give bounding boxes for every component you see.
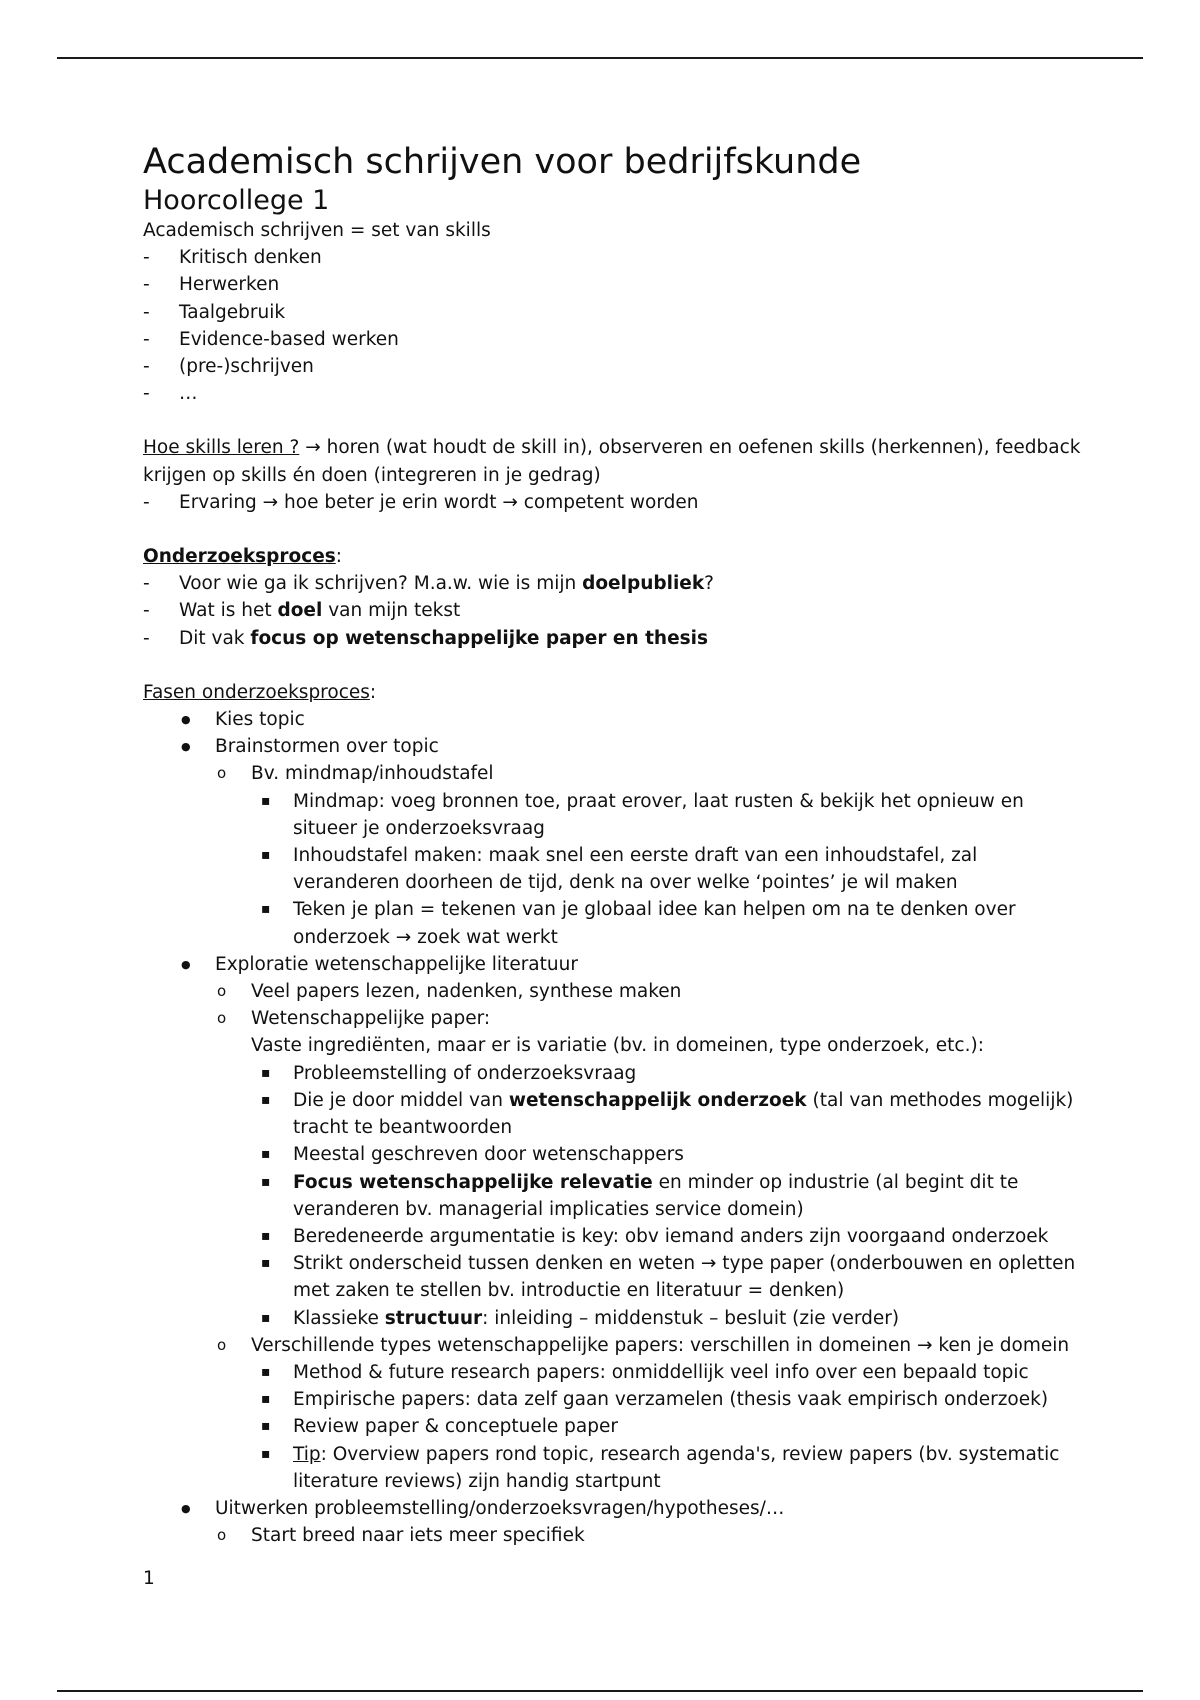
text: : inleiding – middenstuk – besluit (zie verder)	[482, 1307, 900, 1329]
list-item	[251, 1169, 1083, 1223]
list-item: ▪ Mindmap: voeg bronnen toe, praat erover, laat rusten & bekijk het opnieuw en situeer je onderzoeksvraag	[251, 788, 1083, 842]
list-item	[143, 1495, 1083, 1549]
section-heading: Hoorcollege 1	[143, 185, 330, 216]
list-item: ▪ Beredeneerde argumentatie is key: obv iemand anders zijn voorgaand onderzoek	[251, 1223, 1083, 1250]
hoe-paragraph	[143, 434, 1083, 488]
hoe-text: horen (wat houdt de skill in), observeren en oefenen skills (herkennen), feedback krijgen op skills én doen (integreren in je gedrag)	[143, 437, 1081, 486]
sub-sub-list	[251, 1060, 1083, 1332]
bold-text: focus op wetenschappelijke paper en thesis	[250, 627, 708, 649]
bold-text: wetenschappelijk onderzoek	[508, 1089, 807, 1111]
document-body	[143, 140, 1083, 1549]
page-number: 1	[143, 1568, 155, 1589]
fasen-label: Fasen onderzoeksproces	[143, 681, 370, 703]
text: : Overview papers rond topic, research agenda's, review papers (bv. systematic literature reviews) zijn handig startpunt	[293, 1443, 1060, 1492]
list-item: ▪ Empirische papers: data zelf gaan verzamelen (thesis vaak empirisch onderzoek)	[251, 1386, 1083, 1413]
skills-list	[143, 244, 1083, 407]
bold-text: doel	[277, 600, 323, 622]
text: Verschillende types wetenschappelijke papers: verschillen in domeinen → ken je domein	[251, 1334, 1070, 1356]
list-item: ● Kies topic	[143, 706, 1083, 733]
bold-text: structuur	[384, 1307, 483, 1329]
text: Voor wie ga ik schrijven? M.a.w. wie is mijn	[179, 573, 583, 595]
hoe-label: Hoe skills leren ?	[143, 437, 300, 459]
text: Uitwerken probleemstelling/onderzoeksvragen/hypotheses/…	[215, 1497, 785, 1519]
list-item	[143, 597, 1083, 624]
text: Wat is het	[179, 600, 278, 622]
list-item: - (pre-)schrijven	[143, 353, 1083, 380]
list-item: - Kritisch denken	[143, 244, 1083, 271]
list-item: ▪ Meestal geschreven door wetenschappers	[251, 1141, 1083, 1168]
list-item	[143, 951, 1083, 1495]
list-item: o Start breed naar iets meer specifiek	[215, 1522, 1083, 1549]
list-item	[251, 1441, 1083, 1495]
text: van mijn tekst	[322, 600, 461, 622]
sub-sub-list	[251, 1359, 1083, 1495]
text: Wetenschappelijke paper:	[251, 1008, 491, 1030]
list-item	[215, 760, 1083, 950]
list-item	[251, 1087, 1083, 1141]
text: Vaste ingrediënten, maar er is variatie (bv. in domeinen, type onderzoek, etc.):	[251, 1035, 984, 1057]
list-item: o Veel papers lezen, nadenken, synthese maken	[215, 978, 1083, 1005]
list-item: - Evidence-based werken	[143, 326, 1083, 353]
fasen-list	[143, 706, 1083, 1549]
list-item: - Ervaring → hoe beter je erin wordt → competent worden	[143, 489, 1083, 516]
onderzoek-list	[143, 570, 1083, 652]
colon: :	[335, 546, 342, 568]
sub-list	[215, 760, 1083, 950]
sub-sub-list	[251, 788, 1083, 951]
text: Dit vak	[179, 627, 251, 649]
list-item	[143, 733, 1083, 951]
list-item: - Herwerken	[143, 271, 1083, 298]
list-item: ▪ Teken je plan = tekenen van je globaal idee kan helpen om na te denken over onderzoek → zoek wat werkt	[251, 896, 1083, 950]
document-title: Academisch schrijven voor bedrijfskunde	[143, 142, 862, 182]
sub-list	[215, 1522, 1083, 1549]
footer-rule	[57, 1690, 1143, 1692]
bold-text: doelpubliek	[582, 573, 705, 595]
text: Brainstormen over topic	[215, 736, 439, 758]
list-item: ▪ Inhoudstafel maken: maak snel een eerste draft van een inhoudstafel, zal veranderen doorheen de tijd, denk na over welke ‘pointes’ je wil maken	[251, 842, 1083, 896]
list-item: ▪ Method & future research papers: onmiddellijk veel info over een bepaald topic	[251, 1359, 1083, 1386]
list-item	[215, 1005, 1083, 1331]
list-item: - …	[143, 380, 1083, 407]
text: Die je door middel van	[293, 1089, 509, 1111]
onderzoek-label: Onderzoeksproces	[143, 546, 336, 568]
text: en minder op industrie (al begint dit te veranderen bv. managerial implicaties service domein)	[293, 1171, 1019, 1220]
arrow-icon: →	[305, 437, 321, 459]
intro-line: Academisch schrijven = set van skills	[143, 220, 491, 241]
bold-text: Focus wetenschappelijke relevatie	[293, 1171, 653, 1193]
text: (tal van methodes mogelijk) tracht te beantwoorden	[293, 1089, 1074, 1139]
list-item	[215, 1332, 1083, 1495]
list-item: - Taalgebruik	[143, 299, 1083, 326]
hoe-list	[143, 489, 1083, 516]
list-item: ▪ Strikt onderscheid tussen denken en weten → type paper (onderbouwen en opletten met zaken te stellen bv. introductie en literatuur = denken)	[251, 1250, 1083, 1304]
onderzoek-heading	[143, 543, 1083, 570]
tip-label: Tip	[293, 1443, 321, 1465]
text: Klassieke	[293, 1307, 385, 1329]
colon: :	[369, 681, 377, 703]
list-item	[143, 625, 1083, 652]
text: Bv. mindmap/inhoudstafel	[251, 763, 494, 785]
list-item: ▪ Review paper & conceptuele paper	[251, 1413, 1083, 1440]
sub-list	[215, 978, 1083, 1495]
list-item: ▪ Probleemstelling of onderzoeksvraag	[251, 1060, 1083, 1087]
text: ?	[704, 573, 714, 595]
fasen-heading	[143, 679, 1083, 706]
list-item	[251, 1305, 1083, 1332]
list-item	[143, 570, 1083, 597]
header-rule	[57, 57, 1143, 59]
text: Exploratie wetenschappelijke literatuur	[215, 953, 578, 975]
